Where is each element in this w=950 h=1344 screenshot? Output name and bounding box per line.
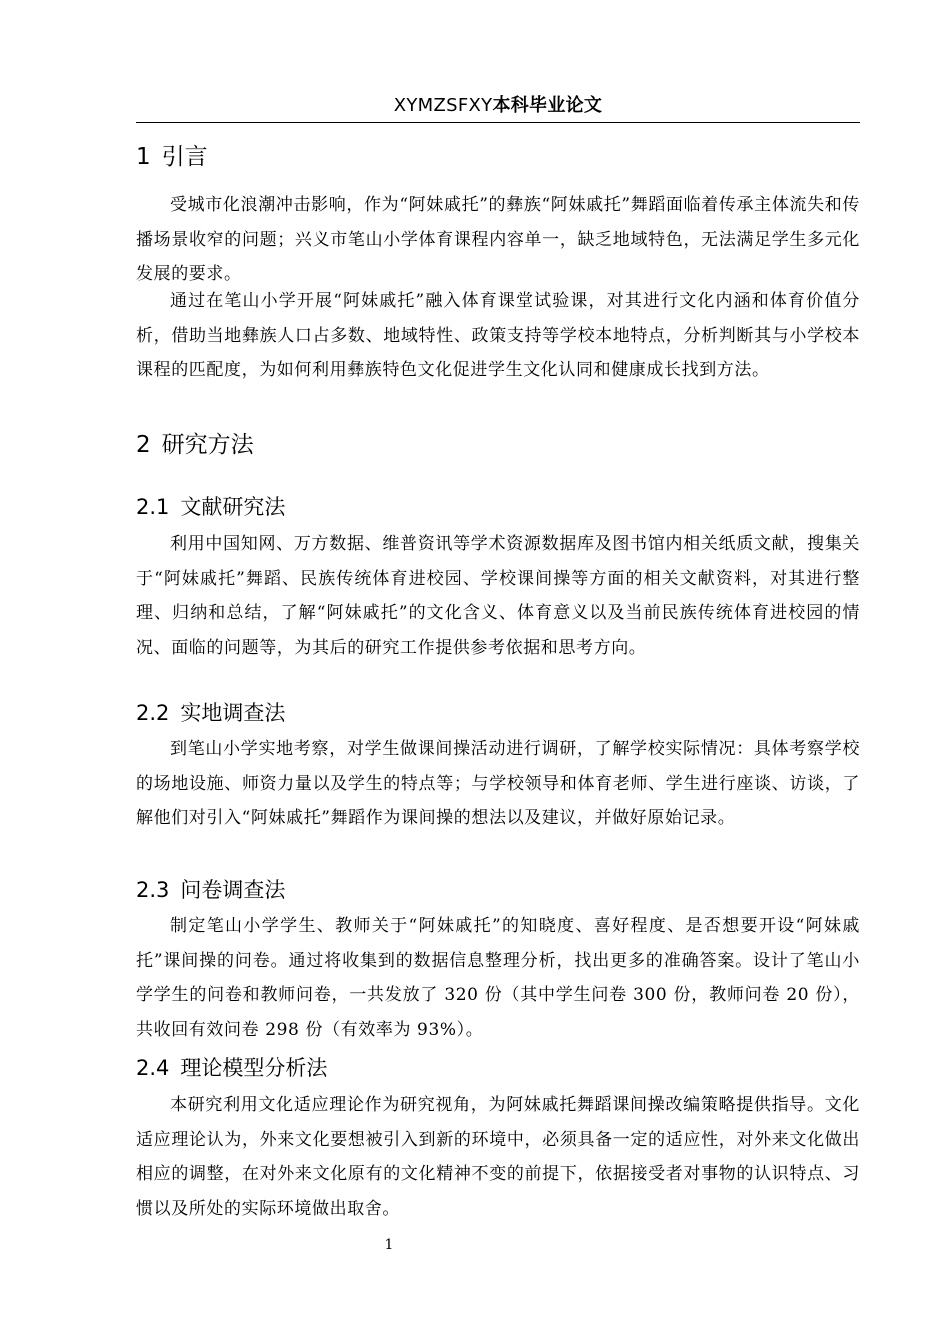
subsection-heading-2-1: [136, 493, 285, 521]
subsection-heading-2-2: [136, 699, 285, 727]
header-title: 本科毕业论文: [492, 95, 603, 116]
section-number: 2.3: [136, 878, 170, 902]
section-heading-2: [136, 430, 254, 460]
section-title: 文献研究法: [180, 495, 286, 519]
section-title: 实地调查法: [180, 701, 286, 725]
paragraph-intro-2: 通过在笔山小学开展“阿妹戚托”融入体育课堂试验课，对其进行文化内涵和体育价值分析，借助当地彝族人口占多数、地域特性、政策支持等学校本地特点，分析判断其与小学校本课程的匹配度，为如何利用彝族特色文化促进学生文化认同和健康成长找到方法。: [136, 291, 860, 380]
section-title: 理论模型分析法: [180, 1056, 328, 1080]
paragraph-literature: 利用中国知网、万方数据、维普资讯等学术资源数据库及图书馆内相关纸质文献，搜集关于“阿妹戚托”舞蹈、民族传统体育进校园、学校课间操等方面的相关文献资料，对其进行整理、归纳和总结，了解“阿妹戚托”的文化含义、体育意义以及当前民族传统体育进校园的情况、面临的问题等，为其后的研究工作提供参考依据和思考方向。: [136, 534, 860, 658]
subsection-heading-2-4: [136, 1054, 327, 1082]
paragraph-fieldwork: 到笔山小学实地考察，对学生做课间操活动进行调研，了解学校实际情况：具体考察学校的场地设施、师资力量以及学生的特点等；与学校领导和体育老师、学生进行座谈、访谈，了解他们对引入“阿妹戚托”舞蹈作为课间操的想法以及建议，并做好原始记录。: [136, 739, 860, 828]
running-header: [136, 94, 860, 123]
section-title: 研究方法: [161, 432, 254, 458]
section-number: 1: [136, 144, 151, 170]
header-brand: XYMZSFXY: [393, 95, 493, 116]
section-number: 2.4: [136, 1056, 170, 1080]
paragraph-theory: 本研究利用文化适应理论作为研究视角，为阿妹戚托舞蹈课间操改编策略提供指导。文化适应理论认为，外来文化要想被引入到新的环境中，必须具备一定的适应性，对外来文化做出相应的调整，在对外来文化原有的文化精神不变的前提下，依据接受者对事物的认识特点、习惯以及所处的实际环境做出取舍。: [136, 1095, 860, 1219]
subsection-heading-2-3: [136, 876, 285, 904]
header-text: [394, 95, 603, 116]
section-number: 2: [136, 432, 151, 458]
section-number: 2.2: [136, 701, 170, 725]
section-heading-1: [136, 142, 208, 172]
page-number: 1: [384, 1237, 394, 1253]
paragraph-intro-1: 受城市化浪潮冲击影响，作为“阿妹戚托”的彝族“阿妹戚托”舞蹈面临着传承主体流失和传播场景收窄的问题；兴义市笔山小学体育课程内容单一，缺乏地域特色，无法满足学生多元化发展的要求。: [136, 195, 860, 284]
section-title: 问卷调查法: [180, 878, 286, 902]
paragraph-questionnaire: 制定笔山小学学生、教师关于“阿妹戚托”的知晓度、喜好程度、是否想要开设“阿妹戚托”课间操的问卷。通过将收集到的数据信息整理分析，找出更多的准确答案。设计了笔山小学学生的问卷和教师问卷，一共发放了 320 份（其中学生问卷 300 份，教师问卷 20 份），共收回有效问卷 298 份（有效率为 93%）。: [136, 916, 860, 1040]
section-title: 引言: [161, 144, 208, 170]
section-number: 2.1: [136, 495, 170, 519]
